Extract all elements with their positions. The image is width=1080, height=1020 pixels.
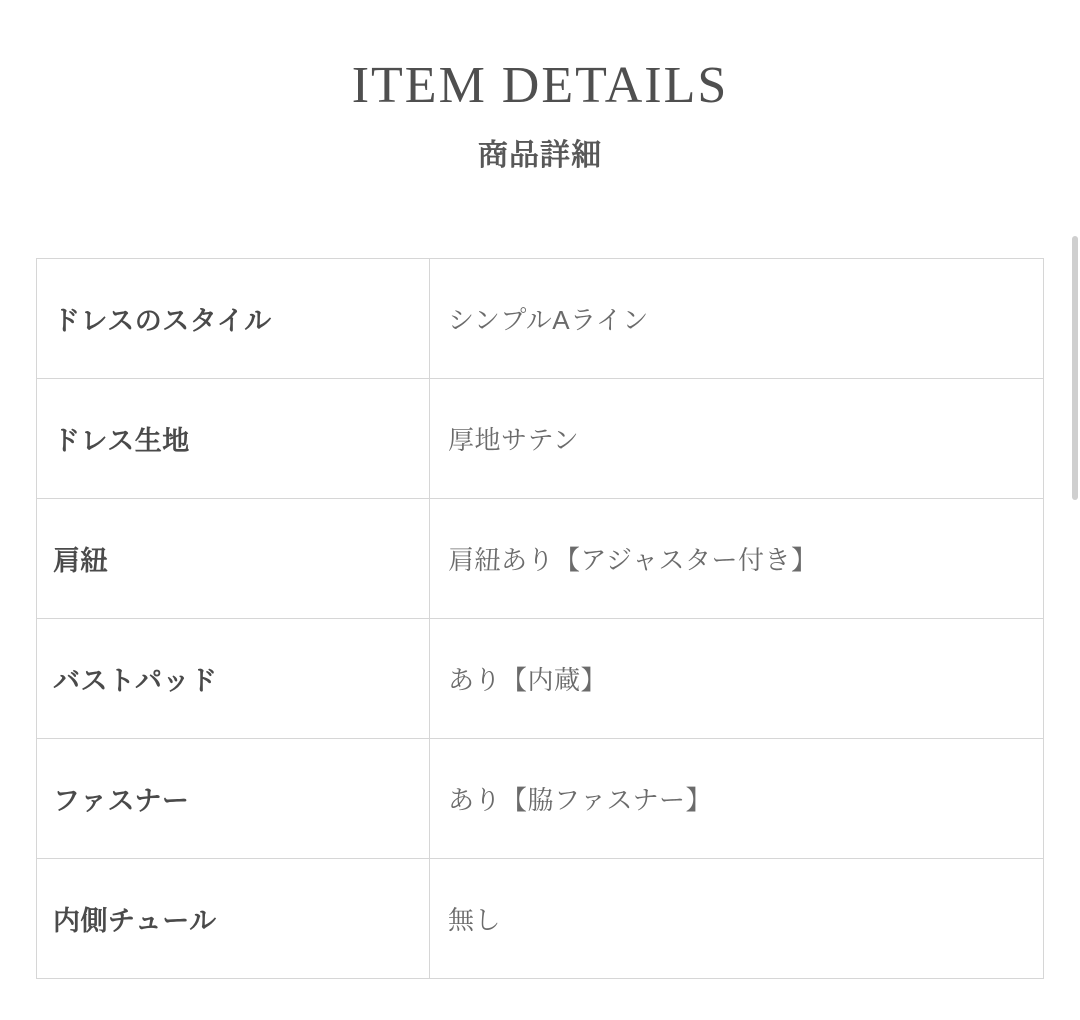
row-value: 厚地サテン [430, 379, 1044, 499]
page-scrollbar[interactable] [1070, 0, 1080, 1020]
row-label: ファスナー [37, 739, 430, 859]
details-table-container [36, 258, 1044, 980]
row-label: 内側チュール [37, 859, 430, 979]
table-row [37, 379, 1043, 499]
row-label: ドレスのスタイル [37, 259, 430, 379]
table-row [37, 739, 1043, 859]
table-row [37, 499, 1043, 619]
row-label: 肩紐 [37, 499, 430, 619]
row-label: バストパッド [37, 619, 430, 739]
table-row [37, 619, 1043, 739]
row-value: あり【脇ファスナー】 [430, 739, 1044, 859]
row-value: 無し [430, 859, 1044, 979]
scrollbar-thumb[interactable] [1072, 236, 1078, 500]
page-header [0, 0, 1080, 174]
table-row [37, 259, 1043, 379]
page-title-english: ITEM DETAILS [351, 57, 729, 114]
item-details-table [37, 259, 1043, 980]
table-row [37, 859, 1043, 979]
row-value: あり【内蔵】 [430, 619, 1044, 739]
row-label: ドレス生地 [37, 379, 430, 499]
row-value: シンプルAライン [430, 259, 1044, 379]
row-value: 肩紐あり【アジャスター付き】 [430, 499, 1044, 619]
page-title-japanese: 商品詳細 [478, 138, 602, 172]
